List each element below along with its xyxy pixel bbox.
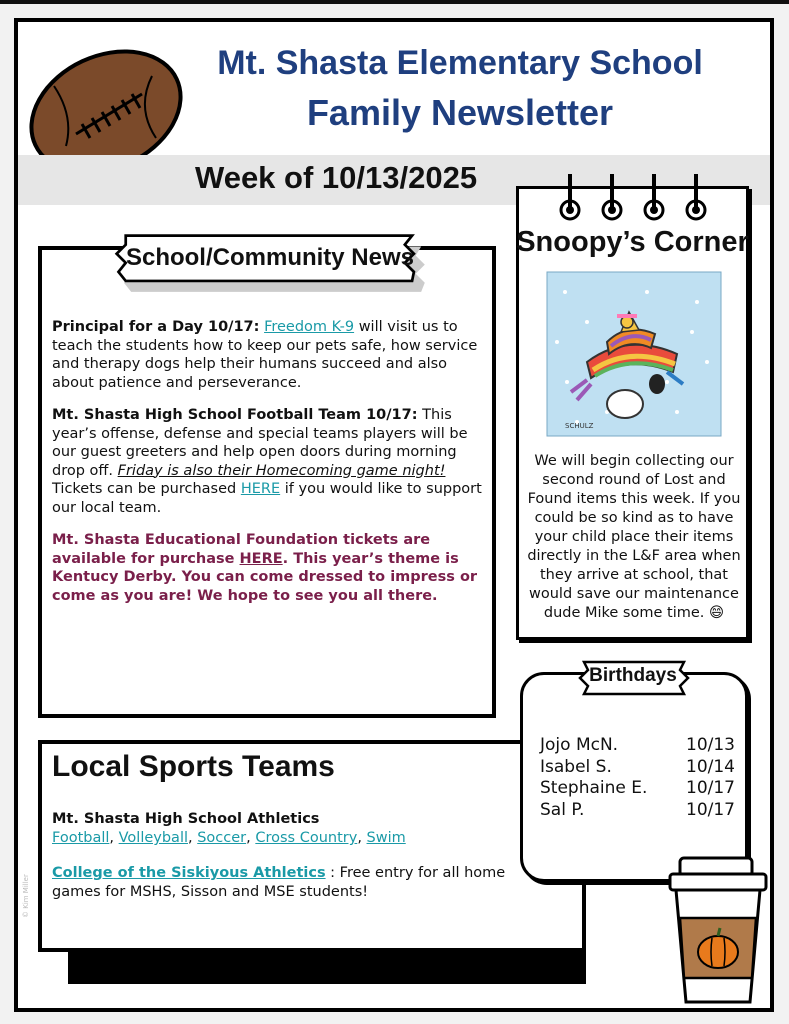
sports-body [52,810,522,918]
snoopy-heading: Snoopy’s Corner [516,226,749,258]
snoopy-text: We will begin collecting our second round of Lost and Found items this week. If you could be so kind as to have your child place their items directly in the L&F area when they arrive at school, that would save our maintenance dude Mike some time. 😄 [527,453,741,621]
freedom-k9-link[interactable]: Freedom K-9 [264,319,355,335]
birthday-date: 10/13 [686,735,735,755]
news-item-text: Mt. Shasta Educational Foundation tickets are available for purchase [52,532,431,567]
news-item-principal [52,318,488,392]
college-siskiyous-link[interactable]: College of the Siskiyous Athletics [52,865,326,881]
mshs-athletics [52,810,522,848]
news-heading: School/Community News [125,244,415,271]
birthday-row [540,735,735,757]
birthday-date: 10/17 [686,799,735,820]
birthday-row [540,778,735,800]
link-separator: , [246,830,256,846]
snoopy-comic-image [547,272,721,436]
credit-text: © Kim Miller [22,874,30,918]
birthday-date: 10/14 [686,756,735,777]
birthday-name: Sal P. [540,799,585,820]
week-date: Week of 10/13/2025 [195,160,478,195]
birthday-list [540,735,735,821]
sports-heading: Local Sports Teams [52,750,335,783]
news-item-label: Principal for a Day 10/17: [52,319,260,335]
birthday-row [540,800,735,822]
foundation-tickets-link[interactable]: HERE [239,550,283,567]
birthday-name: Stephaine E. [540,778,648,798]
top-rule [0,0,789,4]
news-item-text: will visit us to teach the students how to keep our pets safe, how service and therapy dogs help their humans succeed and also about patience and perseverance. [52,319,478,391]
birthday-date: 10/17 [686,778,735,798]
link-separator: , [109,830,119,846]
news-item-foundation [52,531,488,605]
news-item-text: This year’s offense, defense and special teams players will be our guest greeters and help open doors during morning drop off. [52,407,468,479]
sports-subheading: Mt. Shasta High School Athletics [52,811,320,827]
pumpkin-coffee-cup-icon [666,852,770,1008]
notepad-rings-icon [556,170,716,226]
link-separator: , [188,830,198,846]
news-item-text: Tickets can be purchased [52,481,241,497]
football-tickets-link[interactable]: HERE [240,481,281,497]
college-athletics [52,864,522,902]
college-text: : Free entry for all home games for MSHS, Sisson and MSE students! [52,865,506,900]
football-link[interactable]: Football [52,830,110,846]
news-item-text: . This year’s theme is Kentucy Derby. You can come dressed to impress or come as you are! We hope to see you all there. [52,550,478,604]
birthdays-heading: Birthdays [589,665,677,686]
link-separator: , [357,830,367,846]
svg-text:SCHULZ: SCHULZ [565,422,594,430]
volleyball-link[interactable]: Volleyball [118,830,188,846]
news-item-text: if you would like to support our local team. [52,481,482,516]
news-item-football [52,406,488,517]
birthday-name: Jojo McN. [540,735,619,755]
news-item-label: Mt. Shasta High School Football Team 10/17: [52,407,418,423]
news-body [52,318,488,619]
birthday-name: Isabel S. [540,756,612,777]
cross-country-link[interactable]: Cross Country [255,830,358,846]
birthday-row [540,757,735,779]
newsletter-title-school: Mt. Shasta Elementary School [217,44,703,82]
swim-link[interactable]: Swim [366,830,406,846]
soccer-link[interactable]: Soccer [197,830,247,846]
homecoming-note: Friday is also their Homecoming game night! [117,462,446,479]
newsletter-title: Family Newsletter [306,92,614,133]
